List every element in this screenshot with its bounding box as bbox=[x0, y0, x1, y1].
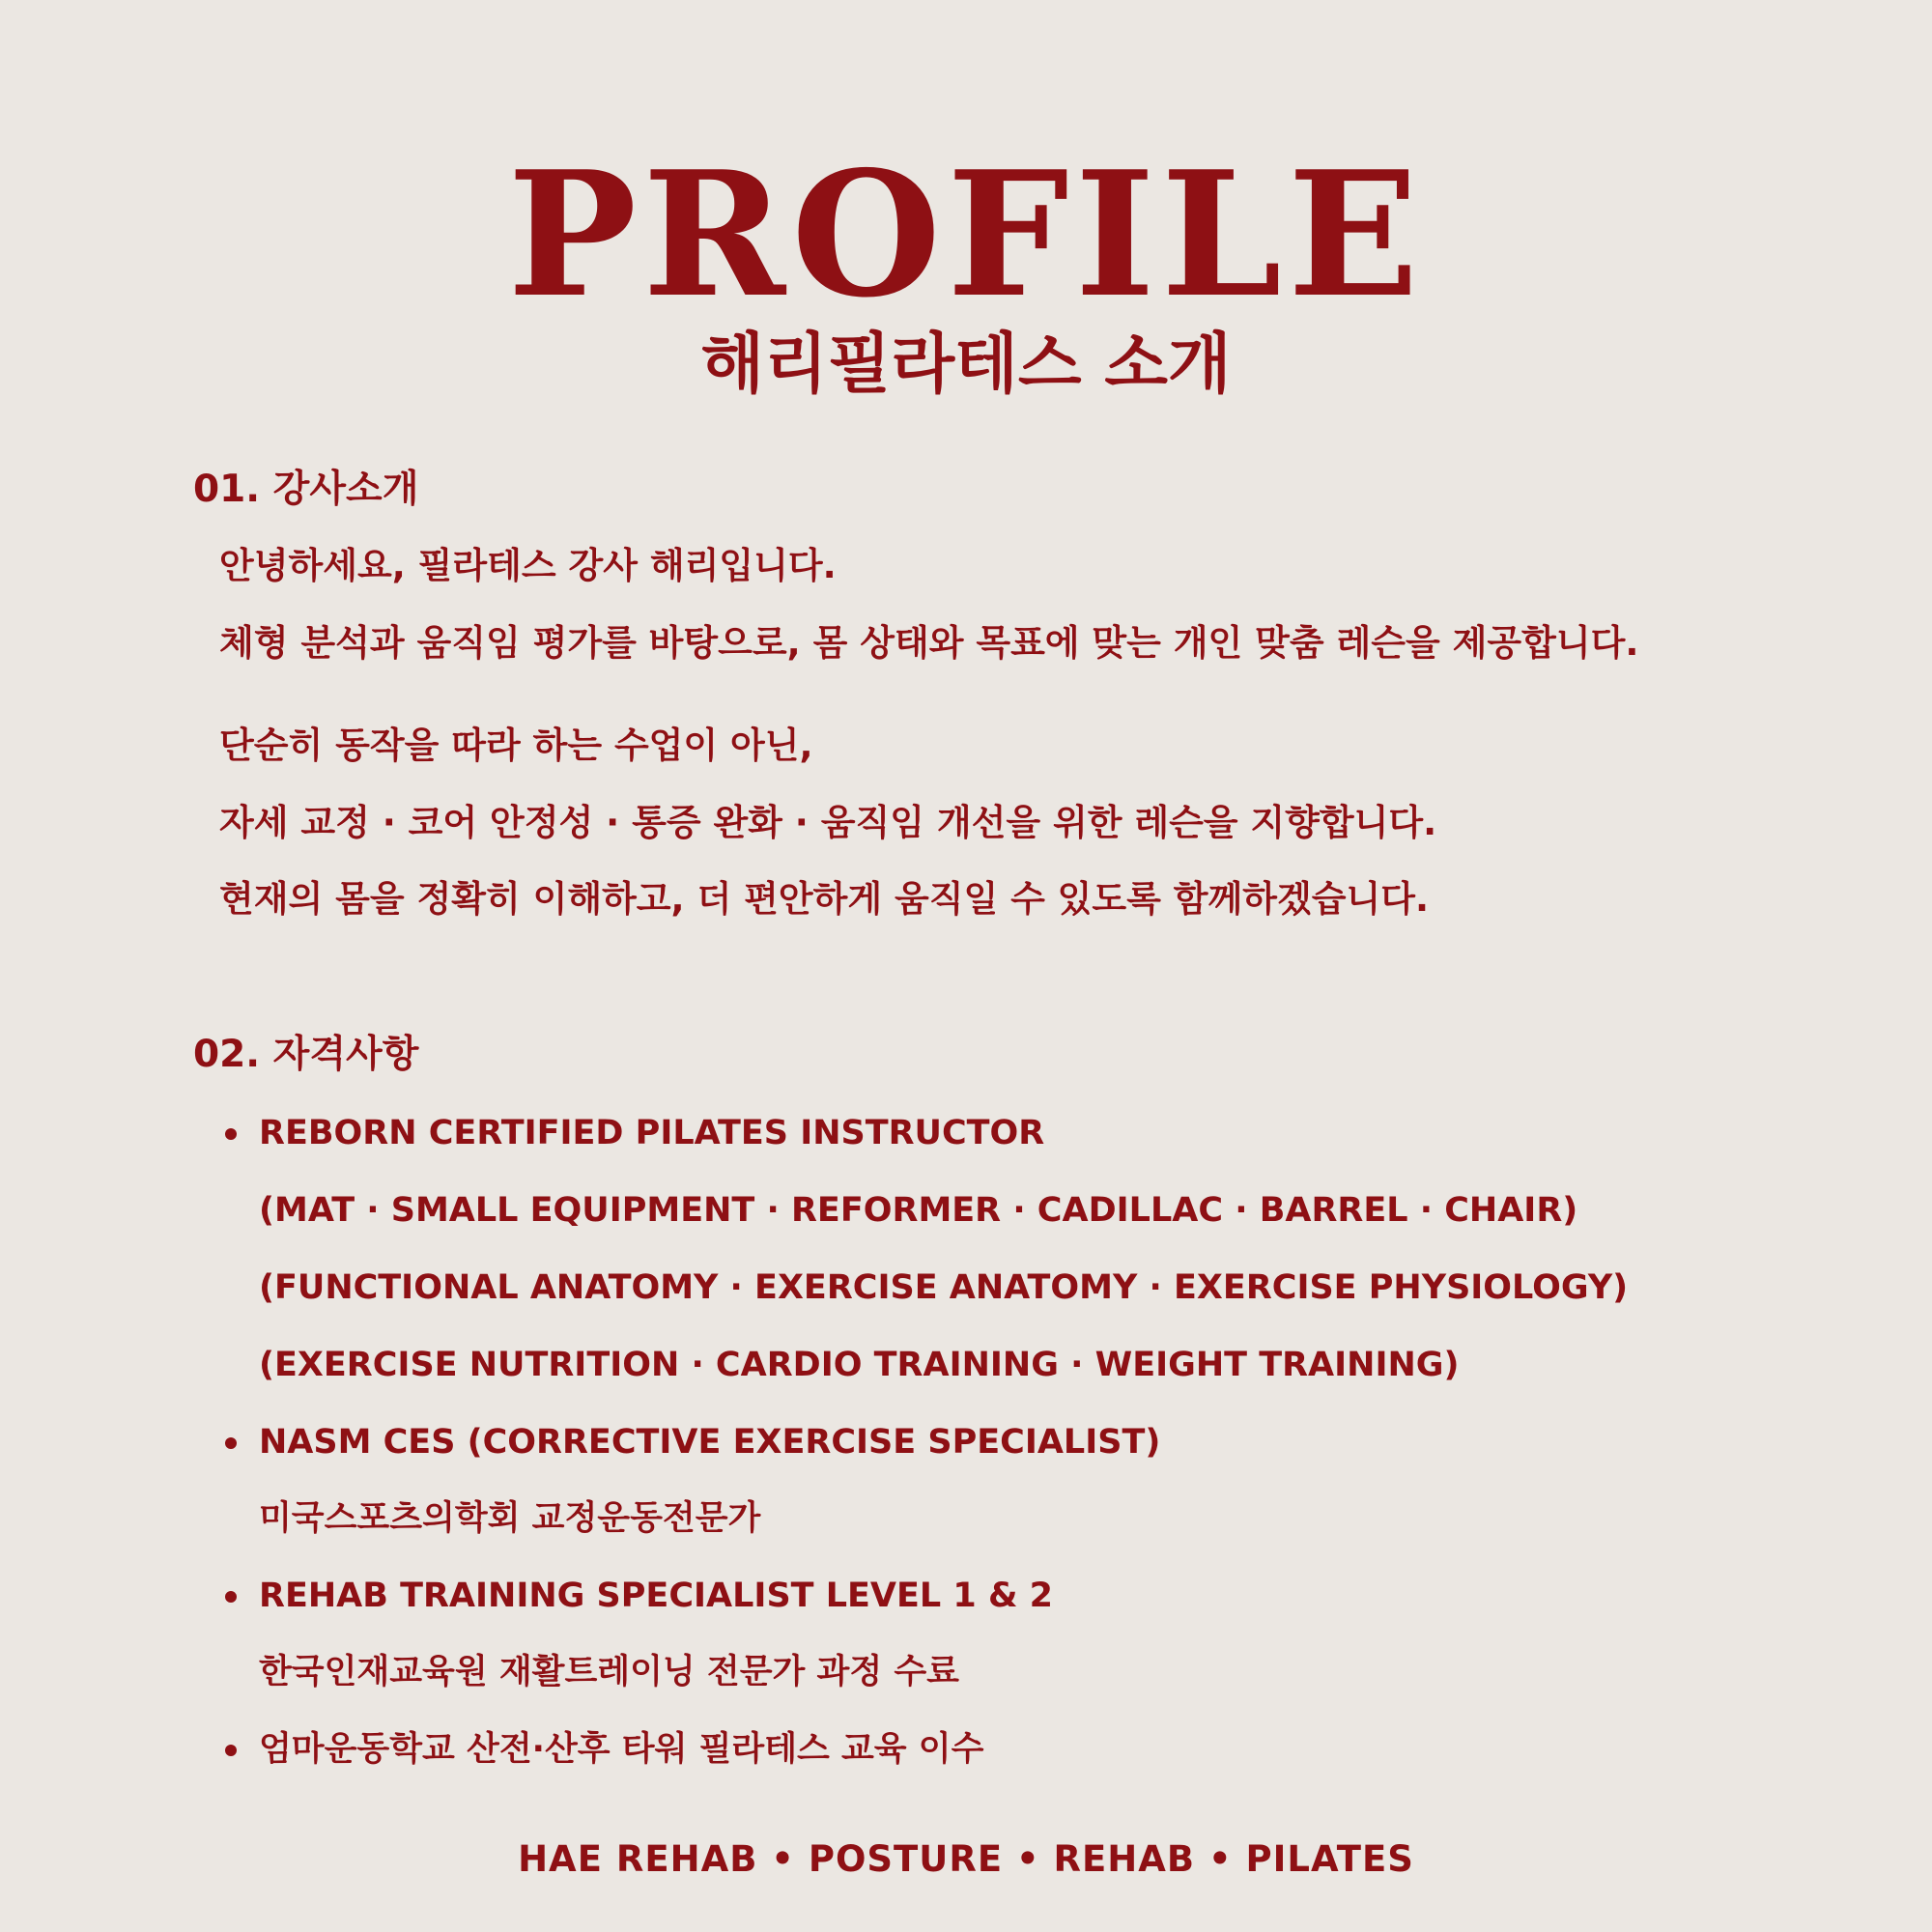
section-heading-intro: 01. 강사소개 bbox=[193, 468, 419, 511]
page-title: PROFILE bbox=[507, 133, 1425, 335]
qualification-title: REHAB TRAINING SPECIALIST LEVEL 1 & 2 bbox=[259, 1577, 1054, 1615]
section-heading-qualifications: 02. 자격사항 bbox=[193, 1033, 419, 1076]
bullet-icon bbox=[225, 1128, 237, 1140]
bullet-icon bbox=[225, 1745, 237, 1756]
intro-paragraph-line: 현재의 몸을 정확히 이해하고, 더 편안하게 움직일 수 있도록 함께하겠습니다. bbox=[219, 878, 1430, 920]
bullet-icon bbox=[225, 1437, 237, 1449]
qualification-detail: (FUNCTIONAL ANATOMY · EXERCISE ANATOMY · EXERCISE PHYSIOLOGY) bbox=[259, 1268, 1629, 1307]
page-subtitle: 해리필라테스 소개 bbox=[700, 327, 1232, 403]
intro-paragraph-line: 안녕하세요, 필라테스 강사 해리입니다. bbox=[219, 545, 837, 586]
intro-paragraph-line: 자세 교정 · 코어 안정성 · 통증 완화 · 움직임 개선을 위한 레슨을 지향합니다. bbox=[219, 802, 1437, 843]
qualification-detail: 한국인재교육원 재활트레이닝 전문가 과정 수료 bbox=[259, 1653, 959, 1691]
qualification-detail: 미국스포츠의학회 교정운동전문가 bbox=[259, 1499, 761, 1538]
qualification-detail: (MAT · SMALL EQUIPMENT · REFORMER · CADILLAC · BARREL · CHAIR) bbox=[259, 1191, 1578, 1230]
footer-tagline: HAE REHAB • POSTURE • REHAB • PILATES bbox=[518, 1838, 1414, 1880]
qualification-detail: (EXERCISE NUTRITION · CARDIO TRAINING · WEIGHT TRAINING) bbox=[259, 1346, 1460, 1384]
intro-paragraph-line: 단순히 동작을 따라 하는 수업이 아닌, bbox=[219, 724, 813, 766]
bullet-icon bbox=[225, 1591, 237, 1603]
qualification-title: 엄마운동학교 산전·산후 타워 필라테스 교육 이수 bbox=[259, 1730, 984, 1769]
intro-paragraph-line: 체형 분석과 움직임 평가를 바탕으로, 몸 상태와 목표에 맞는 개인 맞춤 레슨을 제공합니다. bbox=[219, 622, 1639, 664]
qualification-title: NASM CES (CORRECTIVE EXERCISE SPECIALIST) bbox=[259, 1423, 1161, 1462]
qualification-title: REBORN CERTIFIED PILATES INSTRUCTOR bbox=[259, 1114, 1045, 1152]
